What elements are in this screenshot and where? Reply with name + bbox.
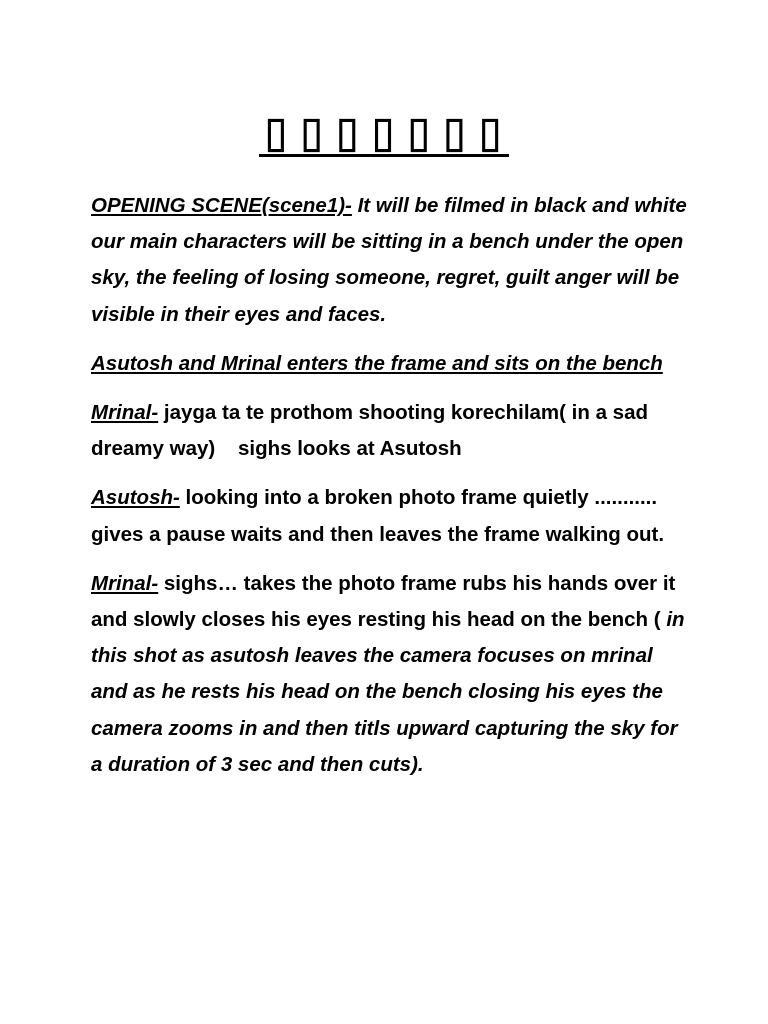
mrinal-label-1: Mrinal- [91,401,159,425]
entry-line-paragraph [91,346,691,382]
mrinal-dialogue-2 [91,566,691,783]
mrinal-label-2: Mrinal- [91,571,159,595]
asutosh-dialogue-1 [91,480,691,552]
mrinal-stage-direction-2: in this shot as asutosh leaves the camera focuses on mrinal and as he rests his head on the bench closing his eyes the camera zooms in and then titls upward capturing the sky for a duration of 3 sec and then cuts). [91,608,685,776]
opening-scene-paragraph [91,188,691,333]
opening-scene-label: OPENING SCENE(scene1)- [91,194,352,217]
asutosh-label-1: Asutosh- [91,486,180,510]
script-body [91,188,691,796]
entry-line-text: Asutosh and Mrinal enters the frame and sits on the bench [91,351,663,375]
asutosh-text-1: looking into a broken photo frame quietly ........... gives a pause waits and then leaves the frame walking out. [91,486,665,546]
document-title: ▯▯▯▯▯▯▯ [258,99,509,164]
mrinal-text-1: jayga ta te prothom shooting korechilam( in a sad dreamy way) sighs looks at Asutosh [91,401,654,461]
title-row [0,100,768,164]
mrinal-dialogue-1 [91,395,691,467]
mrinal-text-2: sighs… takes the photo frame rubs his hands over it and slowly closes his eyes resting his head on the bench ( [91,571,676,632]
opening-scene-text: It will be filmed in black and white our main characters will be sitting in a bench under the open sky, the feeling of losing someone, regret, guilt anger will be visible in their eyes and faces. [91,194,687,326]
